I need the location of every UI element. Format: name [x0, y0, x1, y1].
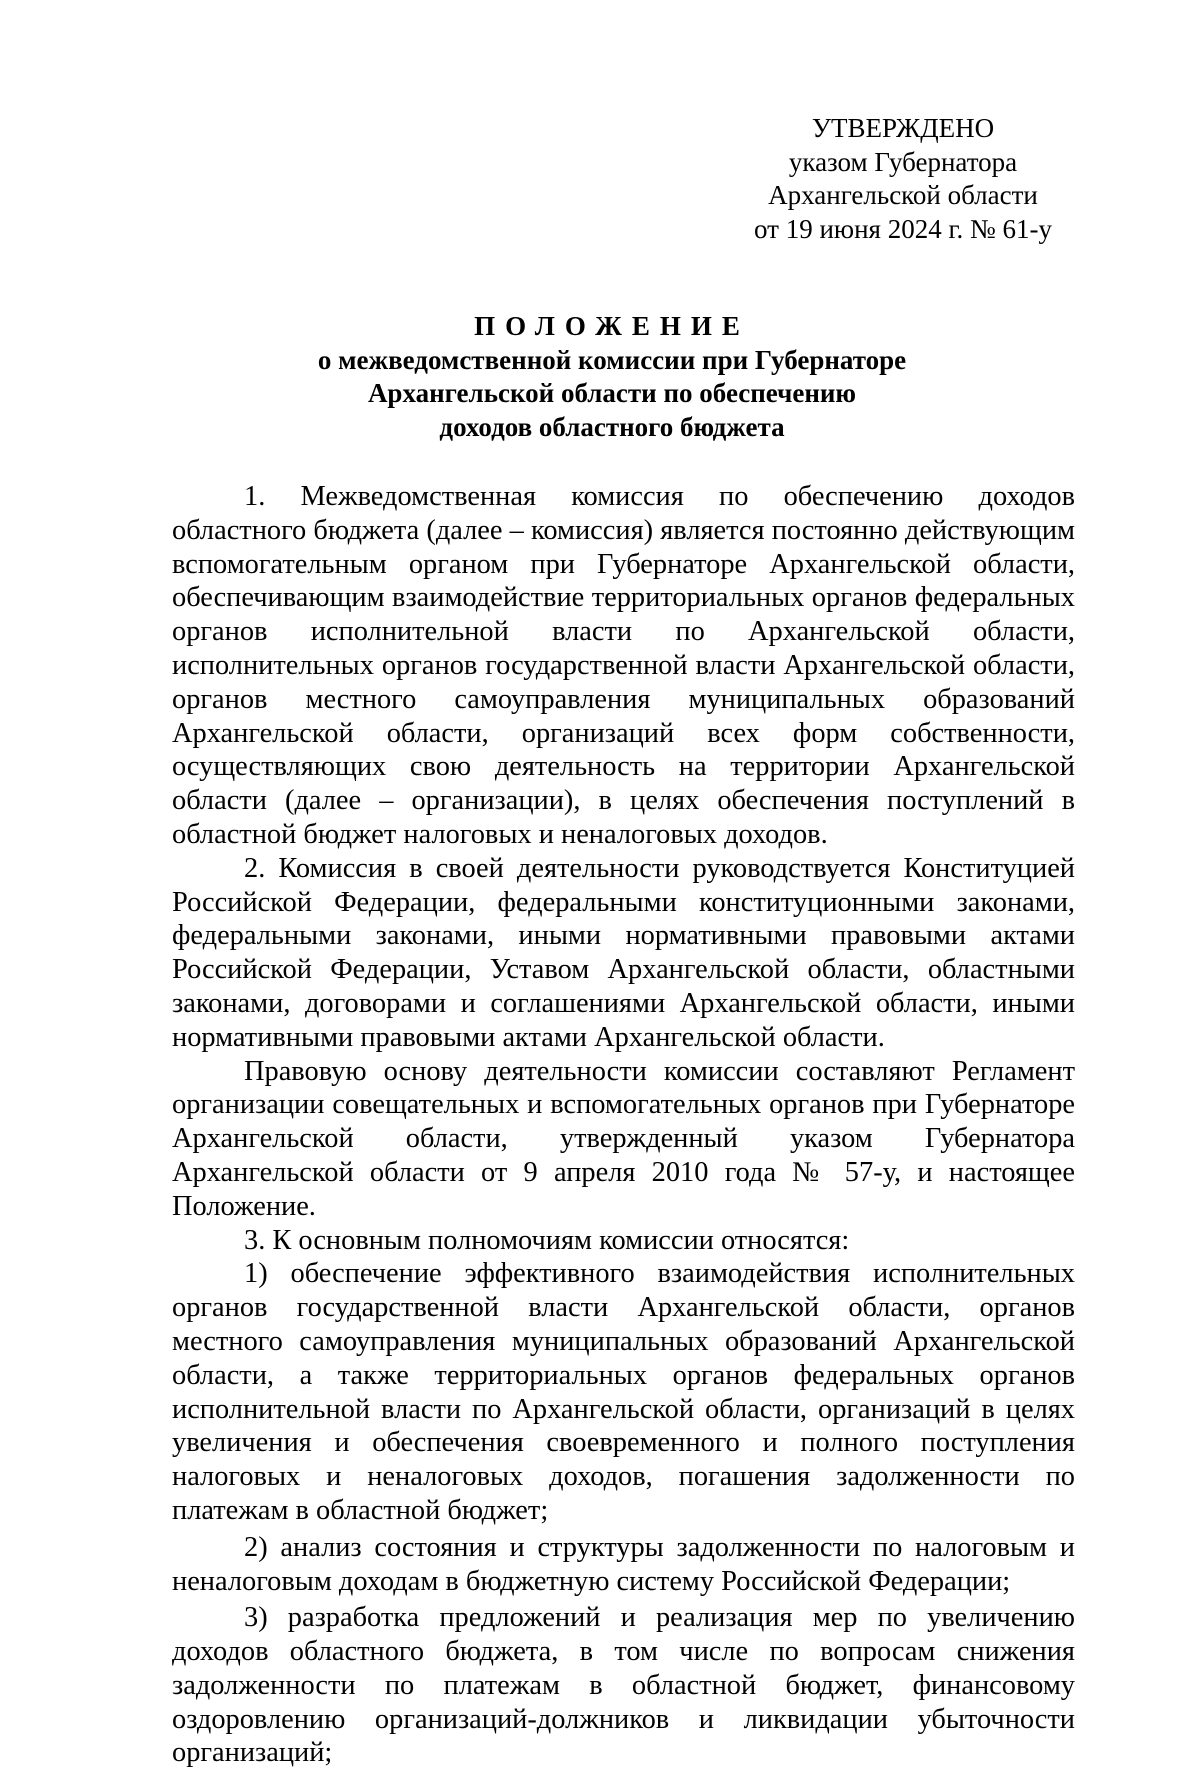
document-title-block	[150, 310, 1074, 444]
paragraph-item-1: 1) обеспечение эффективного взаимодействия исполнительных органов государственной власти Архангельской области, органов местного самоуправления муниципальных образований Архангельской области, а также территориальных органов федеральных органов исполнительной власти по Архангельской области, организаций в целях увеличения и обеспечения своевременного и полного поступления налоговых и неналоговых доходов, погашения задолженности по платежам в областной бюджет;	[172, 1258, 1075, 1526]
document-subtitle-line-3: доходов областного бюджета	[439, 411, 785, 442]
approval-line-date-number: от 19 июня 2024 г. № 61-у	[754, 213, 1052, 244]
paragraph-item-2: 2) анализ состояния и структуры задолженности по налоговым и неналоговым доходам в бюджетную систему Российской Федерации;	[172, 1531, 1075, 1597]
document-body	[172, 480, 1075, 1770]
document-subtitle-line-2: Архангельской области по обеспечению	[367, 378, 857, 408]
paragraph-clause-1: 1. Межведомственная комиссия по обеспечению доходов областного бюджета (далее – комиссия) является постоянно действующим вспомогательным органом при Губернаторе Архангельской области, обеспечивающим взаимодействие территориальных органов федеральных органов исполнительной власти по Архангельской области, исполнительных органов государственной власти Архангельской области, органов местного самоуправления муниципальных образований Архангельской области, организаций всех форм собственности, осуществляющих свою деятельность на территории Архангельской области (далее – организации), в целях обеспечения поступлений в областной бюджет налоговых и неналоговых доходов.	[172, 481, 1075, 850]
document-heading: ПОЛОЖЕНИЕ	[474, 311, 750, 341]
paragraph-clause-2: 2. Комиссия в своей деятельности руководствуется Конституцией Российской Федерации, федеральными конституционными законами, федеральными законами, иными нормативными правовыми актами Российской Федерации, Уставом Архангельской области, областными законами, договорами и соглашениями Архангельской области, иными нормативными правовыми актами Архангельской области.	[172, 852, 1075, 1053]
paragraph-legal-basis: Правовую основу деятельности комиссии составляют Регламент организации совещательных и вспомогательных органов при Губернаторе Архангельской области, утвержденный указом Губернатора Архангельской области от 9 апреля 2010 года № 57-у, и настоящее Положение.	[172, 1055, 1075, 1222]
approval-line-approved: УТВЕРЖДЕНО	[811, 113, 995, 143]
approval-line-decree: указом Губернатора	[788, 146, 1018, 177]
paragraph-clause-3: 3. К основным полномочиям комиссии относятся:	[244, 1224, 850, 1256]
document-subtitle-line-1: о межведомственной комиссии при Губернаторе	[317, 344, 907, 375]
approval-stamp-block	[738, 112, 1068, 246]
paragraph-item-3: 3) разработка предложений и реализация мер по увеличению доходов областного бюджета, в том числе по вопросам снижения задолженности по платежам в областной бюджет, финансовому оздоровлению организаций-должников и ликвидации убыточности организаций;	[172, 1602, 1075, 1769]
approval-line-region: Архангельской области	[768, 180, 1038, 210]
